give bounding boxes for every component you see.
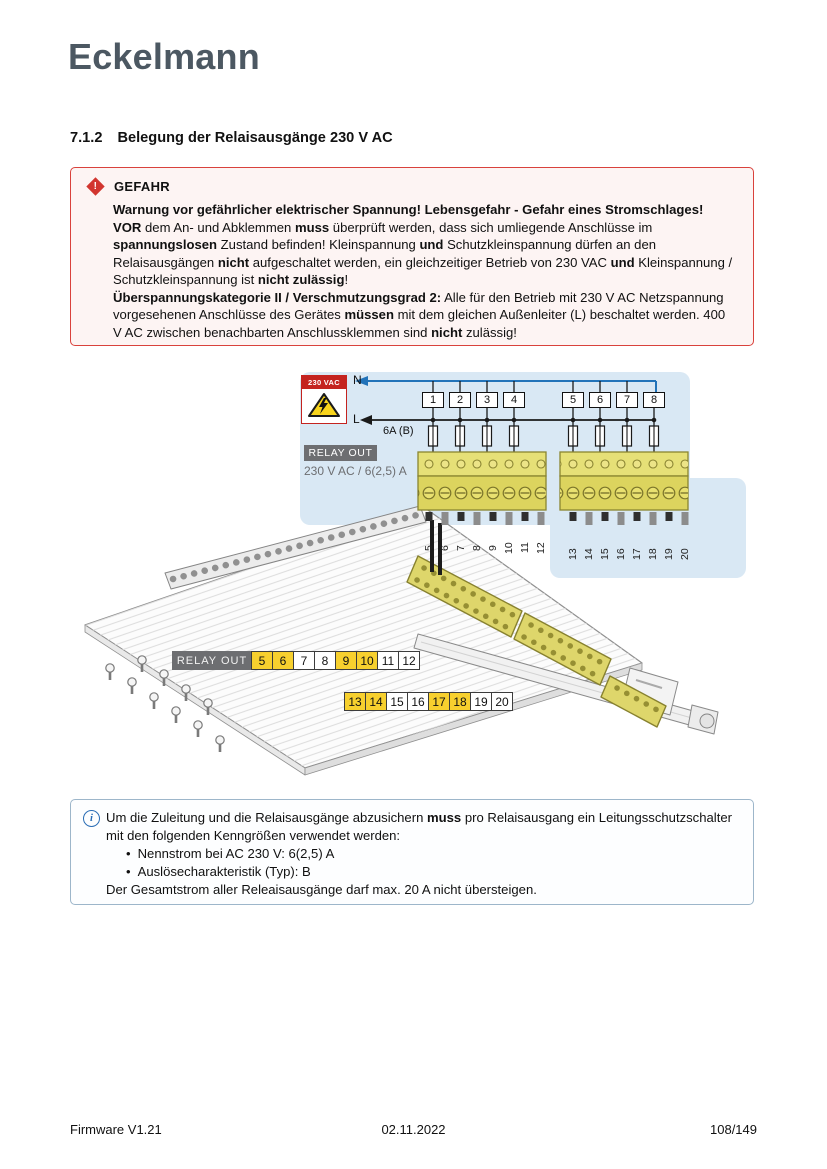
- relay-cell: 5: [251, 651, 273, 670]
- relay-cell: 6: [272, 651, 294, 670]
- board-relay-out-label: RELAY OUT: [172, 651, 252, 670]
- circuit-number-box: 5: [562, 392, 584, 408]
- relay-cell: 12: [398, 651, 420, 670]
- 230vac-label: 230 VAC: [302, 376, 346, 389]
- danger-text: Warnung vor gefährlicher elektrischer Spannung! Lebensgefahr - Gefahr eines Stromschlages! VOR dem An- und Abklemmen muss überprüft werden, dass sich umliegende Anschlüsse im spannungslosen Zustand befinden! Kleinspannung und Schutzkleinspannung dürfen an den Relaisausgängen nicht aufgeschaltet werden, ein gleichzeitiger Betrieb von 230 VAC und Kleinspannung / Schutzkleinspannung ist nicht zulässig! Überspannungskategorie II / Verschmutzungsgrad 2: Alle für den Betrieb mit 230 V AC Netzspannung vorgesehenen Anschlüsse des Gerätes müssen mit dem gleichen Außenleiter (L) beschaltet werden. 400 V AC zwischen benachbarten Anschlussklemmen sind nicht zulässig!: [113, 202, 733, 340]
- warning-triangle-icon: [302, 389, 346, 419]
- info-bullet-list: [106, 845, 737, 880]
- relay-out-label: RELAY OUT: [304, 445, 377, 461]
- pin-number: 7: [455, 545, 467, 551]
- pin-number: 14: [583, 548, 595, 560]
- circuit-number-box: 8: [643, 392, 665, 408]
- pin-number: 18: [647, 548, 659, 560]
- circuit-number-box: 2: [449, 392, 471, 408]
- info-bullet: • Nennstrom bei AC 230 V: 6(2,5) A: [126, 845, 737, 863]
- info-icon: i: [83, 810, 100, 827]
- info-closing-line: Der Gesamtstrom aller Releaisausgänge darf max. 20 A nicht übersteigen.: [106, 882, 537, 897]
- relay-cell: 8: [314, 651, 336, 670]
- pin-number: 16: [615, 548, 627, 560]
- relay-cell: 14: [365, 692, 387, 711]
- info-box: [70, 799, 754, 905]
- circuit-number-box: 3: [476, 392, 498, 408]
- l-label: L: [353, 412, 360, 426]
- circuit-number-box: 6: [589, 392, 611, 408]
- relay-cell: 11: [377, 651, 399, 670]
- relay-cell: 17: [428, 692, 450, 711]
- info-text: Um die Zuleitung und die Relaisausgänge abzusichern muss pro Relaisausgang ein Leitungsschutzschalter mit den folgenden Kenngrößen verwendet werden: • Nennstrom bei AC 230 V: 6(2,5) A • Auslösecharakteristik (Typ): B Der Gesamtstrom aller Releaisausgänge darf max. 20 A nicht übersteigen.: [106, 809, 737, 899]
- n-label: N: [353, 373, 362, 387]
- footer-page-number: 108/149: [710, 1122, 757, 1137]
- danger-header: [71, 168, 753, 194]
- eckelmann-logo: Eckelmann: [68, 36, 260, 77]
- section-heading: [70, 130, 393, 146]
- pin-number: 10: [503, 542, 515, 554]
- board-relay-row-2: [345, 692, 513, 711]
- footer-date: 02.11.2022: [381, 1122, 446, 1137]
- circuit-number-box: 1: [422, 392, 444, 408]
- pin-number: 11: [519, 542, 531, 554]
- pin-number: 12: [535, 542, 547, 554]
- pin-number: 20: [679, 548, 691, 560]
- relay-cell: 18: [449, 692, 471, 711]
- relay-out-spec: 230 V AC / 6(2,5) A: [304, 464, 407, 478]
- pin-number: 6: [439, 545, 451, 551]
- relay-cell: 9: [335, 651, 357, 670]
- danger-title: GEFAHR: [114, 179, 170, 194]
- danger-icon: !: [86, 177, 104, 195]
- section-number: 7.1.2: [70, 130, 103, 146]
- relay-cell: 20: [491, 692, 513, 711]
- pin-number: 13: [567, 548, 579, 560]
- footer-firmware: Firmware V1.21: [70, 1122, 162, 1137]
- relay-cell: 10: [356, 651, 378, 670]
- relay-cell: 7: [293, 651, 315, 670]
- relay-cell: 15: [386, 692, 408, 711]
- section-title: Belegung der Relaisausgänge 230 V AC: [117, 130, 393, 146]
- pin-number: 8: [471, 545, 483, 551]
- board-relay-row-1: [172, 651, 420, 670]
- pin-number: 15: [599, 548, 611, 560]
- pin-number: 9: [487, 545, 499, 551]
- circuit-number-box: 7: [616, 392, 638, 408]
- relay-cell: 16: [407, 692, 429, 711]
- relay-wiring-diagram: [70, 368, 760, 780]
- fuse-rating-label: 6A (B): [383, 425, 414, 437]
- pin-number: 19: [663, 548, 675, 560]
- pin-number: 17: [631, 548, 643, 560]
- danger-box: [70, 167, 754, 346]
- pin-number: 5: [423, 545, 435, 551]
- 230vac-warning-label: [301, 375, 347, 424]
- info-bullet: • Auslösecharakteristik (Typ): B: [126, 863, 737, 881]
- relay-cell: 13: [344, 692, 366, 711]
- circuit-number-box: 4: [503, 392, 525, 408]
- relay-cell: 19: [470, 692, 492, 711]
